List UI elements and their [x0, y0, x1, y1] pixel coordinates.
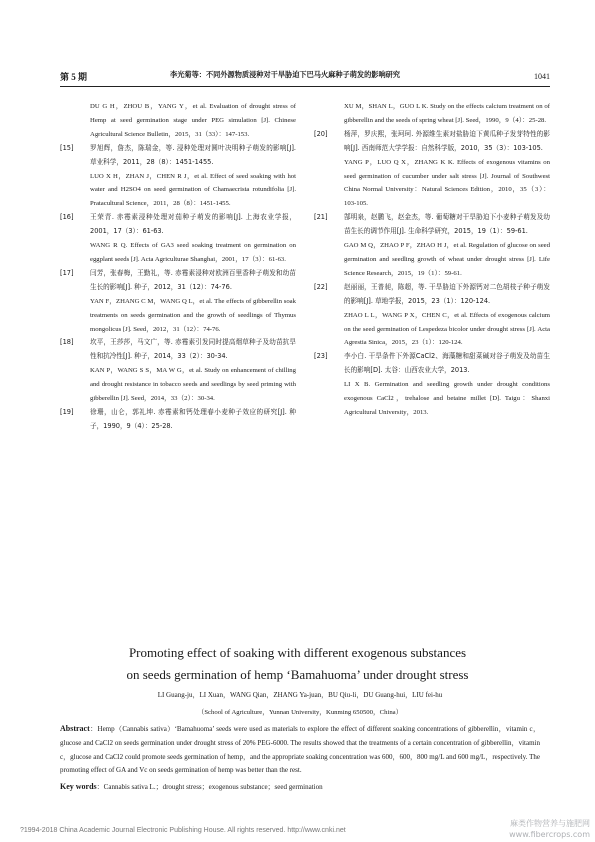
reference-item: [20] 杨萍，罗庆熙，张珂珂. 外源维生素对盐胁迫下黄瓜种子发芽特性的影响[J]. 西南师范大学学报：自然科学版，2010，35（3）：103-105.	[314, 129, 550, 152]
reference-item: LUO X H，ZHAN J，CHEN R J，et al. Effect of seed soaking with hot water and H2SO4 on seed germination of Chamaecrista rotundifolia [J]. Pratacultural Science，2011，28（8）：1451-1455.	[90, 172, 296, 208]
running-title: 李光菊等：不同外源物质浸种对干旱胁迫下巴马火麻种子萌发的影响研究	[170, 70, 401, 79]
issue-label: 第 5 期	[60, 72, 88, 82]
abstract-label: Abstract	[60, 724, 90, 733]
keywords-text: ：Cannabis sativa L.；drought stress；exogenous substance；seed germination	[96, 783, 323, 791]
abstract	[60, 722, 540, 778]
reference-item: [15] 罗旭辉，詹杰，陈瑞金，等. 浸种处理对圆叶决明种子萌发的影响[J]. 草业科学，2011，28（8）：1451-1455.	[60, 143, 296, 166]
reference-item: [16] 王荣青. 赤霉素浸种处理对茄种子萌发的影响[J]. 上海农业学报，2001，17（3）：61-63.	[60, 213, 296, 236]
copyright-footer: ?1994-2018 China Academic Journal Electronic Publishing House. All rights reserved. http://www.cnki.net	[20, 827, 346, 834]
reference-item: ZHAO L L，WANG P X，CHEN C，et al. Effects of exogenous calcium on the seed germination of Lespedeza bicolor under drought stress [J]. Acta Agrestia Sinica，2015，23（1）：120-124.	[344, 311, 550, 347]
reference-item: GAO M Q，ZHAO P F，ZHAO H J，et al. Regulation of glucose on seed germination and seedling growth of wheat under drought stress [J]. Life Science Research，2015，19（1）：59-61.	[344, 242, 550, 277]
keywords-label: Key words	[60, 782, 97, 791]
reference-item: [19] 徐珊，山仑，郭礼坤. 赤霉素和钙处理春小麦种子效应的研究[J]. 种子，1990，9（4）：25-28.	[60, 407, 296, 430]
references-right-column	[314, 100, 550, 420]
keywords	[60, 780, 540, 795]
watermark	[430, 818, 590, 840]
watermark-line: www.fibercrops.com	[509, 830, 590, 839]
reference-item: [17] 闫芳，张春梅，王勤礼，等. 赤霉素浸种对欧洲百里香种子萌发和幼苗生长的影响[J]. 种子，2012，31（12）：74-76.	[60, 268, 296, 291]
english-title-line: on seeds germination of hemp ‘Bamahuoma’ under drought stress	[126, 667, 469, 682]
reference-item: WANG R Q. Effects of GA3 seed soaking treatment on germination on eggplant seeds [J]. Acta Agriculturae Shanghai，2001，17（3）：61-63.	[90, 242, 296, 263]
running-header	[60, 66, 550, 87]
reference-item: LI X B. Germination and seedling growth under drought conditions exogenous CaCl2，trehalose and betaine millet [D]. Taigu：Shanxi Agricultural University，2013.	[344, 381, 550, 416]
reference-item: [23] 李小白. 干旱条件下外源CaCl2、海藻糖和甜菜碱对谷子萌发及幼苗生长的影响[D]. 太谷：山西农业大学，2013.	[314, 352, 550, 375]
watermark-line: 麻类作物营养与施肥网	[510, 819, 590, 828]
reference-item: DU G H，ZHOU B，YANG Y，et al. Evaluation of drought stress of Hemp at seed germination stage under PEG simulation [J]. Chinese Agricultural Science Bulletin，2015，31（33）：147-153.	[90, 103, 296, 138]
page-number: 1041	[534, 72, 550, 81]
reference-item: YAN F，ZHANG C M，WANG Q L，et al. The effects of gibberellin soak treatments on seeds germination and the growth of seedlings of Thymus mongolicus [J]. Seed，2012，31（12）：74-76.	[90, 297, 296, 333]
english-title	[0, 642, 595, 686]
affiliation: （School of Agriculture，Yunnan University，Kunming 650500，China）	[197, 709, 403, 716]
reference-item: XU M，SHAN L，GUO L K. Study on the effects calcium treatment on of gibberellin and the seeds of spring wheat [J]. Seed，1990，9（4）：25-28.	[344, 103, 550, 124]
english-title-line: Promoting effect of soaking with different exogenous substances	[128, 645, 467, 660]
reference-item: [22] 赵丽丽，王普昶，陈超，等. 干旱胁迫下外源钙对二色胡枝子种子萌发的影响[J]. 草地学报，2015，23（1）：120-124.	[314, 282, 550, 305]
reference-item: YANG P，LUO Q X，ZHANG K K. Effects of exogenous vitamins on seed germination of cucumber under salt stress [J]. Journal of Southwest China Normal University：Natural Sciences Edition，2010，35（3）：103-105.	[344, 158, 550, 208]
reference-item: [18] 坎平，王莎莎，马文广，等. 赤霉素引发同时提高烟草种子及幼苗抗旱性和抗冷性[J]. 种子，2014，33（2）：30-34.	[60, 338, 296, 361]
author-list: LI Guang-ju，LI Xuan，WANG Qian，ZHANG Ya-juan，BU Qiu-li，DU Guang-hui，LIU fei-hu	[157, 691, 443, 699]
reference-item: [21] 郜明泉，赵鹏飞，赵金杰，等. 葡萄糖对干旱胁迫下小麦种子萌发及幼苗生长的调节作用[J]. 生命科学研究，2015，19（1）：59-61.	[314, 213, 550, 236]
references-left-column	[60, 100, 296, 434]
reference-item: KAN P，WANG S S，MA W G，et al. Study on enhancement of chilling and drought resistance in tobacco seeds and seedlings by seed priming with gibberellin [J]. Seed，2014，33（2）：30-34.	[90, 367, 296, 403]
abstract-text: ：Hemp（Cannabis sativa）‘Bamahuoma’ seeds were used as materials to explore the effect of different soaking concentrations of gibberellin，vitamin c，glucose and CaCl2 on seeds germination under drought stress of 20% PEG-6000. The results showed that the treatments of a certain concentration of gibberellin，vitamin c，glucose and CaCl2 could promote seeds germination of hemp，and the appropriate soaking concentration was 600，600，800 mg/L and 600 mg/L，respectively. The promoting effect of GA and Vc on seeds germination of hemp was better than the rest.	[60, 725, 540, 775]
